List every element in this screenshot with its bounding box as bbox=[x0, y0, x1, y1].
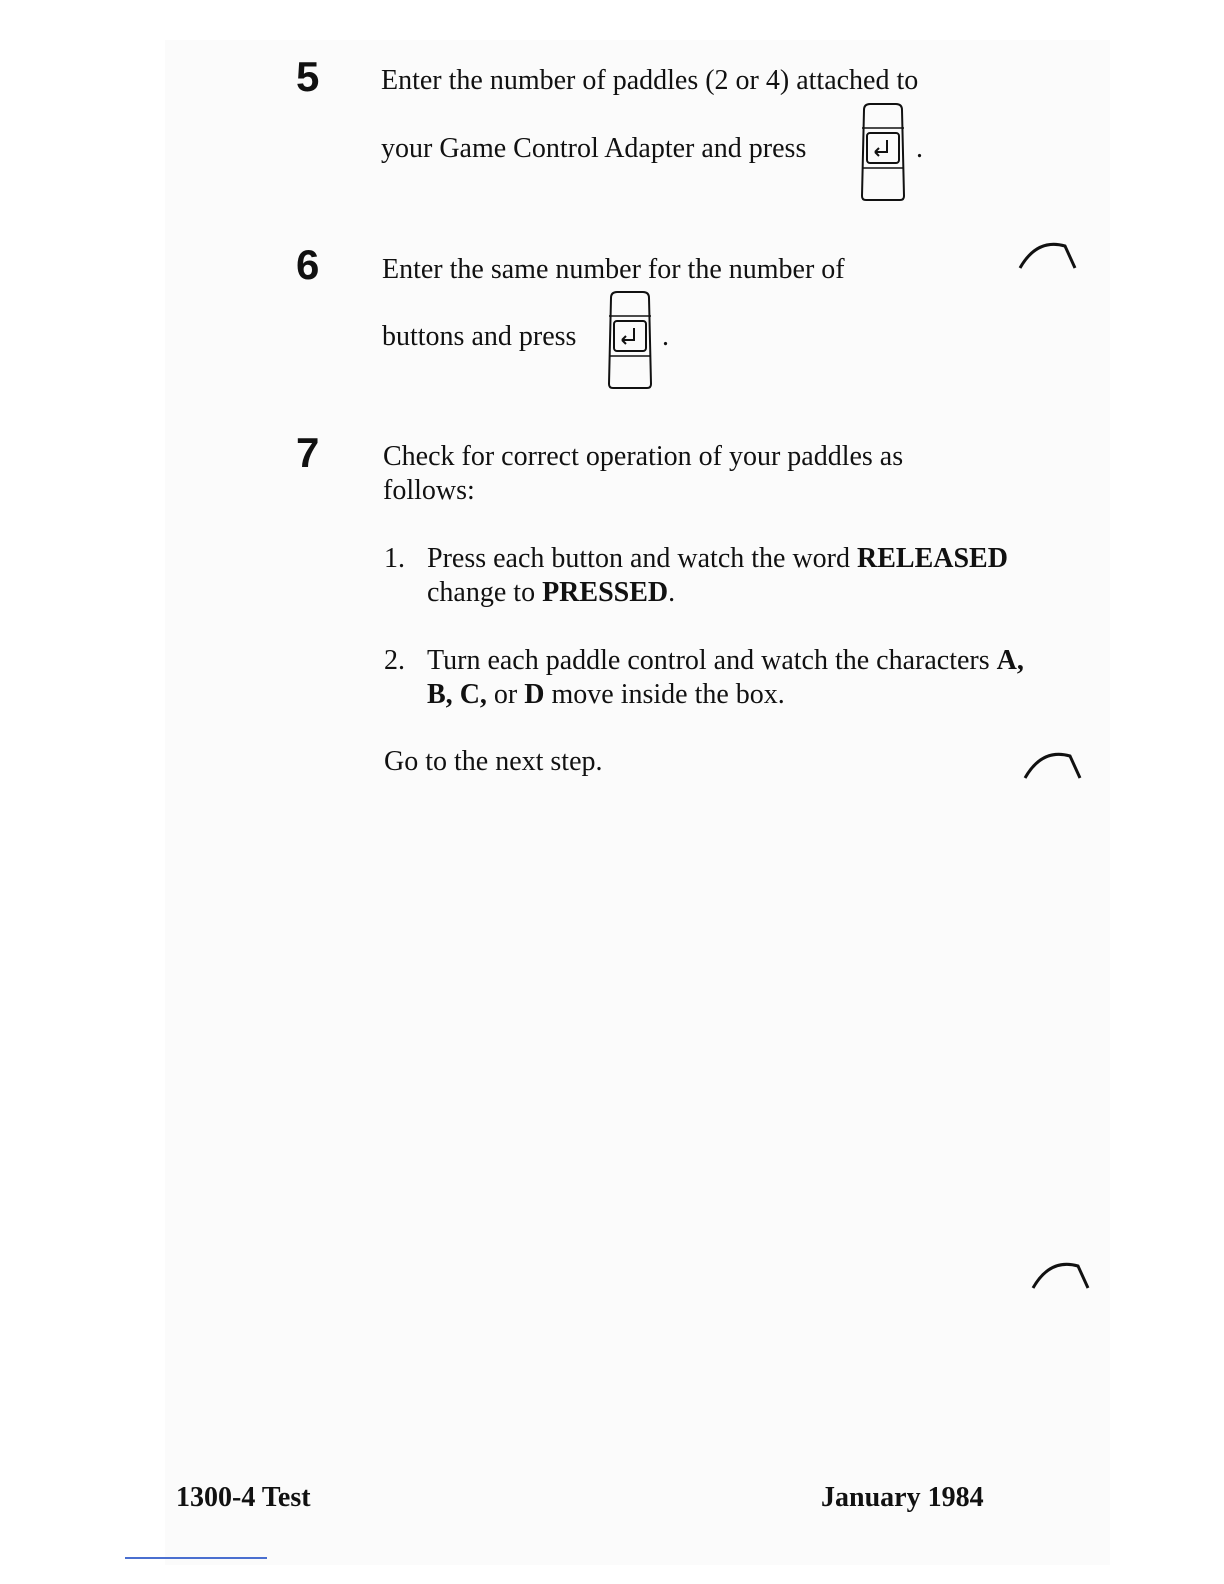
step-5-number: 5 bbox=[296, 53, 320, 100]
list-item-1-text: Press each button and watch the word RELEASED change to PRESSED. bbox=[427, 543, 1008, 608]
closing-text: Go to the next step. bbox=[384, 746, 603, 777]
step-6-text-line-2: buttons and press bbox=[382, 321, 577, 352]
footer-document-id: 1300-4 Test bbox=[176, 1482, 311, 1513]
tab-divider-mark bbox=[1015, 238, 1081, 272]
tab-divider-mark bbox=[1028, 1258, 1094, 1292]
bottom-rule bbox=[125, 1557, 267, 1559]
step-7-text: Check for correct operation of your paddles as follows: bbox=[383, 441, 904, 506]
step-7-number: 7 bbox=[296, 429, 320, 476]
step-5-text-line-2: your Game Control Adapter and press bbox=[381, 133, 807, 164]
step-5-end-mark: . bbox=[916, 133, 923, 164]
enter-key-icon bbox=[858, 102, 908, 202]
step-6-end-mark: . bbox=[662, 321, 669, 352]
list-item-2-number: 2. bbox=[384, 645, 405, 676]
tab-divider-mark bbox=[1020, 748, 1086, 782]
list-item-2-text: Turn each paddle control and watch the characters A, B, C, or D move inside the box. bbox=[427, 645, 1024, 710]
step-5-text-line-1: Enter the number of paddles (2 or 4) attached to bbox=[381, 65, 919, 96]
list-item-1-number: 1. bbox=[384, 543, 405, 574]
enter-key-icon bbox=[605, 290, 655, 390]
step-6-number: 6 bbox=[296, 241, 320, 288]
step-6-text-line-1: Enter the same number for the number of bbox=[382, 254, 845, 285]
footer-date: January 1984 bbox=[821, 1482, 984, 1513]
